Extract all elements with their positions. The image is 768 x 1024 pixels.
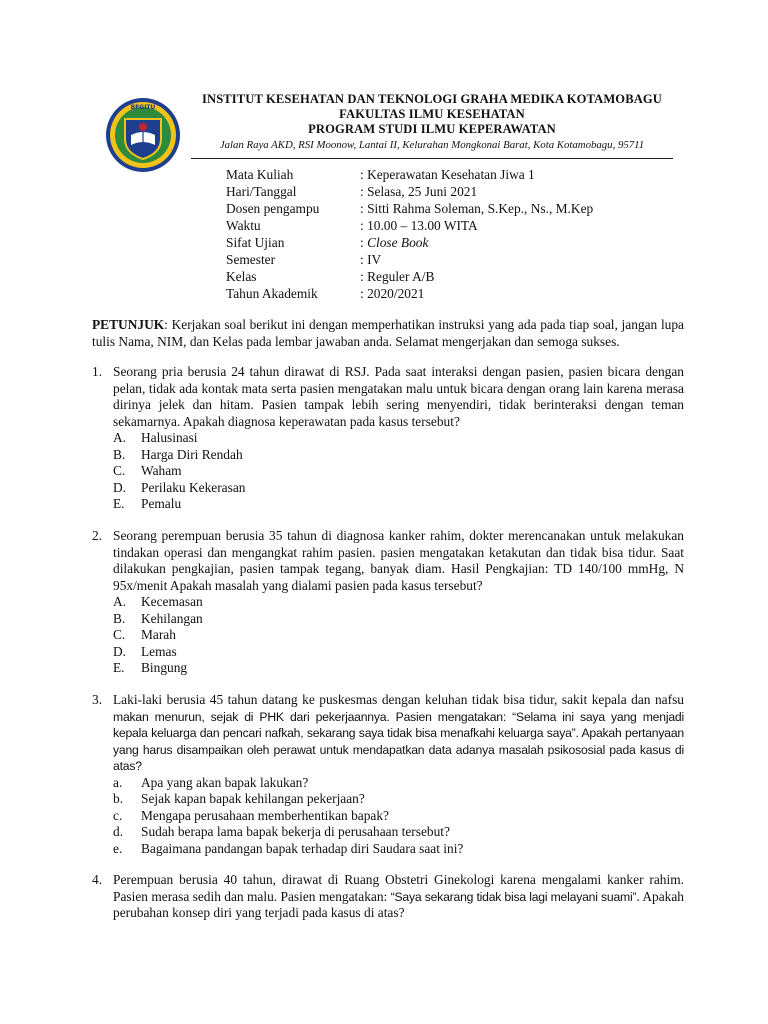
- option-c: [113, 627, 684, 644]
- info-label: Waktu: [226, 218, 261, 233]
- question-text-part: . Apakah perubahan konsep diri yang terjadi pada kasus di atas?: [113, 888, 684, 920]
- exam-info-table: [226, 166, 593, 302]
- question-quote: “Saya sekarang tidak bisa lagi melayani suami”: [390, 889, 637, 904]
- info-row: [226, 166, 593, 183]
- institution-address: Jalan Raya AKD, RSI Moonow, Lantai II, Kelurahan Mongkonai Barat, Kota Kotamobagu, 95711: [219, 139, 645, 151]
- question-number: 3.: [92, 692, 103, 707]
- info-label: Semester: [226, 252, 276, 267]
- question-text-part: makan menurun, sejak di PHK dari pekerjaannya. Pasien mengatakan:: [113, 709, 507, 724]
- option-e: [113, 660, 684, 677]
- question-4: [92, 872, 684, 922]
- info-value: : 2020/2021: [360, 286, 425, 301]
- option-text: Halusinasi: [141, 430, 198, 445]
- question-text: Seorang perempuan berusia 35 tahun di diagnosa kanker rahim, dokter merencanakan untuk melakukan tindakan operasi dan mengangkat rahim pasien. pasien mengatakan ketakutan dan tidak bisa tidur. Saat dilakukan pengkajian, pasien tampak tegang, banyak diam. Hasil Pengkajian: TD 140/100 mmHg, N 95x/menit Apakah masalah yang dialami pasien pada kasus tersebut?: [113, 528, 684, 593]
- option-d: [113, 644, 684, 661]
- option-d: [113, 824, 684, 841]
- info-label: Kelas: [226, 269, 257, 284]
- option-b: [113, 447, 684, 464]
- option-text: Kecemasan: [141, 594, 203, 609]
- option-key: A.: [113, 594, 127, 609]
- option-key: D.: [113, 643, 127, 659]
- info-row: [226, 200, 593, 217]
- question-number: 4.: [92, 872, 103, 887]
- instructions-title: PETUNJUK: [92, 317, 165, 332]
- info-row: [226, 251, 593, 268]
- institution-logo: [103, 95, 183, 175]
- logo-text: BEGITU: [130, 104, 156, 111]
- info-value: : Sitti Rahma Soleman, S.Kep., Ns., M.Kep: [360, 201, 594, 216]
- institution-name: INSTITUT KESEHATAN DAN TEKNOLOGI GRAHA MEDIKA KOTAMOBAGU: [202, 92, 662, 106]
- info-value: : 10.00 – 13.00 WITA: [360, 218, 478, 233]
- info-label: Dosen pengampu: [226, 201, 320, 216]
- option-text: Bagaimana pandangan bapak terhadap diri Saudara saat ini?: [141, 840, 464, 856]
- letterhead: [192, 92, 672, 153]
- options-list: [113, 430, 684, 513]
- question-1: [92, 364, 684, 513]
- option-key: d.: [113, 824, 124, 839]
- option-b: [113, 791, 684, 808]
- logo-emblem: [139, 123, 147, 131]
- info-label: Sifat Ujian: [226, 235, 285, 250]
- question-number: 2.: [92, 528, 103, 543]
- option-text: Perilaku Kekerasan: [141, 479, 246, 495]
- options-list: [113, 594, 684, 677]
- question-number: 1.: [92, 364, 103, 379]
- option-e: [113, 841, 684, 858]
- question-2: [92, 528, 684, 677]
- option-a: [113, 430, 684, 447]
- faculty-name: FAKULTAS ILMU KESEHATAN: [339, 107, 525, 121]
- option-text: Bingung: [141, 660, 188, 675]
- exam-nature-value: Close Book: [367, 235, 429, 250]
- option-key: A.: [113, 430, 127, 445]
- info-value: [360, 234, 428, 251]
- options-list: [113, 775, 684, 858]
- info-row: [226, 268, 593, 285]
- question-quote: “Selama ini saya yang menjadi kepala keluarga dan pencari nafkah, sekarang saya tidak bisa menafkahi keluarga saya”. Apakah pertanyaan yang harus disampaikan oleh perawat untuk mendapatkan data adanya masalah psikososial pada kasus di atas?: [113, 709, 684, 773]
- info-value: : IV: [360, 252, 382, 267]
- info-value: : Keperawatan Kesehatan Jiwa 1: [360, 167, 535, 182]
- info-row: [226, 285, 593, 302]
- program-name: PROGRAM STUDI ILMU KEPERAWATAN: [308, 122, 556, 136]
- info-row: [226, 217, 593, 234]
- option-text: Kehilangan: [141, 610, 203, 626]
- question-text: Seorang pria berusia 24 tahun dirawat di RSJ. Pada saat interaksi dengan pasien, pasien bicara dengan pelan, tidak ada kontak mata serta pasien mengatakan malu untuk bicara dengan orang lain karena merasa dirinya jelek dan hitam. Pasien tampak lebih sering menyendiri, tidak berinteraksi dengan teman sekamarnya. Apakah diagnosa keperawatan pada kasus tersebut?: [113, 364, 684, 429]
- option-text: Pemalu: [141, 496, 182, 511]
- option-c: [113, 463, 684, 480]
- option-text: Lemas: [141, 643, 177, 659]
- option-text: Sejak kapan bapak kehilangan pekerjaan?: [141, 791, 365, 806]
- option-key: B.: [113, 446, 126, 462]
- info-row: [226, 234, 593, 251]
- option-text: Apa yang akan bapak lakukan?: [141, 774, 309, 790]
- option-key: B.: [113, 610, 126, 626]
- header-divider: [191, 158, 673, 159]
- option-text: Mengapa perusahaan memberhentikan bapak?: [141, 807, 389, 823]
- option-key: e.: [113, 840, 123, 856]
- option-key: c.: [113, 807, 123, 823]
- option-text: Waham: [141, 463, 182, 478]
- info-label: Tahun Akademik: [226, 286, 318, 301]
- option-text: Sudah berapa lama bapak bekerja di perusahaan tersebut?: [141, 824, 450, 839]
- option-key: D.: [113, 479, 127, 495]
- option-a: [113, 594, 684, 611]
- option-e: [113, 496, 684, 513]
- info-label: Mata Kuliah: [226, 167, 294, 182]
- option-a: [113, 775, 684, 792]
- info-value-prefix: :: [360, 235, 368, 250]
- question-text-part: Perempuan berusia 40 tahun, dirawat di Ruang Obstetri Ginekologi karena mengalami kanker rahim. Pasien merasa sedih dan malu. Pasien mengatakan:: [113, 872, 684, 904]
- option-key: E.: [113, 660, 125, 675]
- option-key: E.: [113, 496, 125, 511]
- option-text: Marah: [141, 627, 176, 642]
- option-d: [113, 480, 684, 497]
- question-text-part: Laki-laki berusia 45 tahun datang ke puskesmas dengan keluhan tidak bisa tidur, sakit kepala dan nafsu: [113, 692, 684, 707]
- question-3: [92, 692, 684, 857]
- option-key: C.: [113, 463, 126, 478]
- question-text: [113, 692, 684, 775]
- info-label: Hari/Tanggal: [226, 184, 297, 199]
- option-c: [113, 808, 684, 825]
- option-b: [113, 611, 684, 628]
- option-text: Harga Diri Rendah: [141, 446, 243, 462]
- option-key: C.: [113, 627, 126, 642]
- option-key: a.: [113, 774, 123, 790]
- info-value: : Selasa, 25 Juni 2021: [360, 184, 478, 199]
- instructions: [92, 316, 684, 350]
- info-row: [226, 183, 593, 200]
- info-value: : Reguler A/B: [360, 269, 435, 284]
- instructions-text: : Kerjakan soal berikut ini dengan memperhatikan instruksi yang ada pada tiap soal, jangan lupa tulis Nama, NIM, dan Kelas pada lembar jawaban anda. Selamat mengerjakan dan semoga sukses.: [92, 317, 684, 349]
- question-text: [113, 872, 684, 922]
- option-key: b.: [113, 791, 124, 806]
